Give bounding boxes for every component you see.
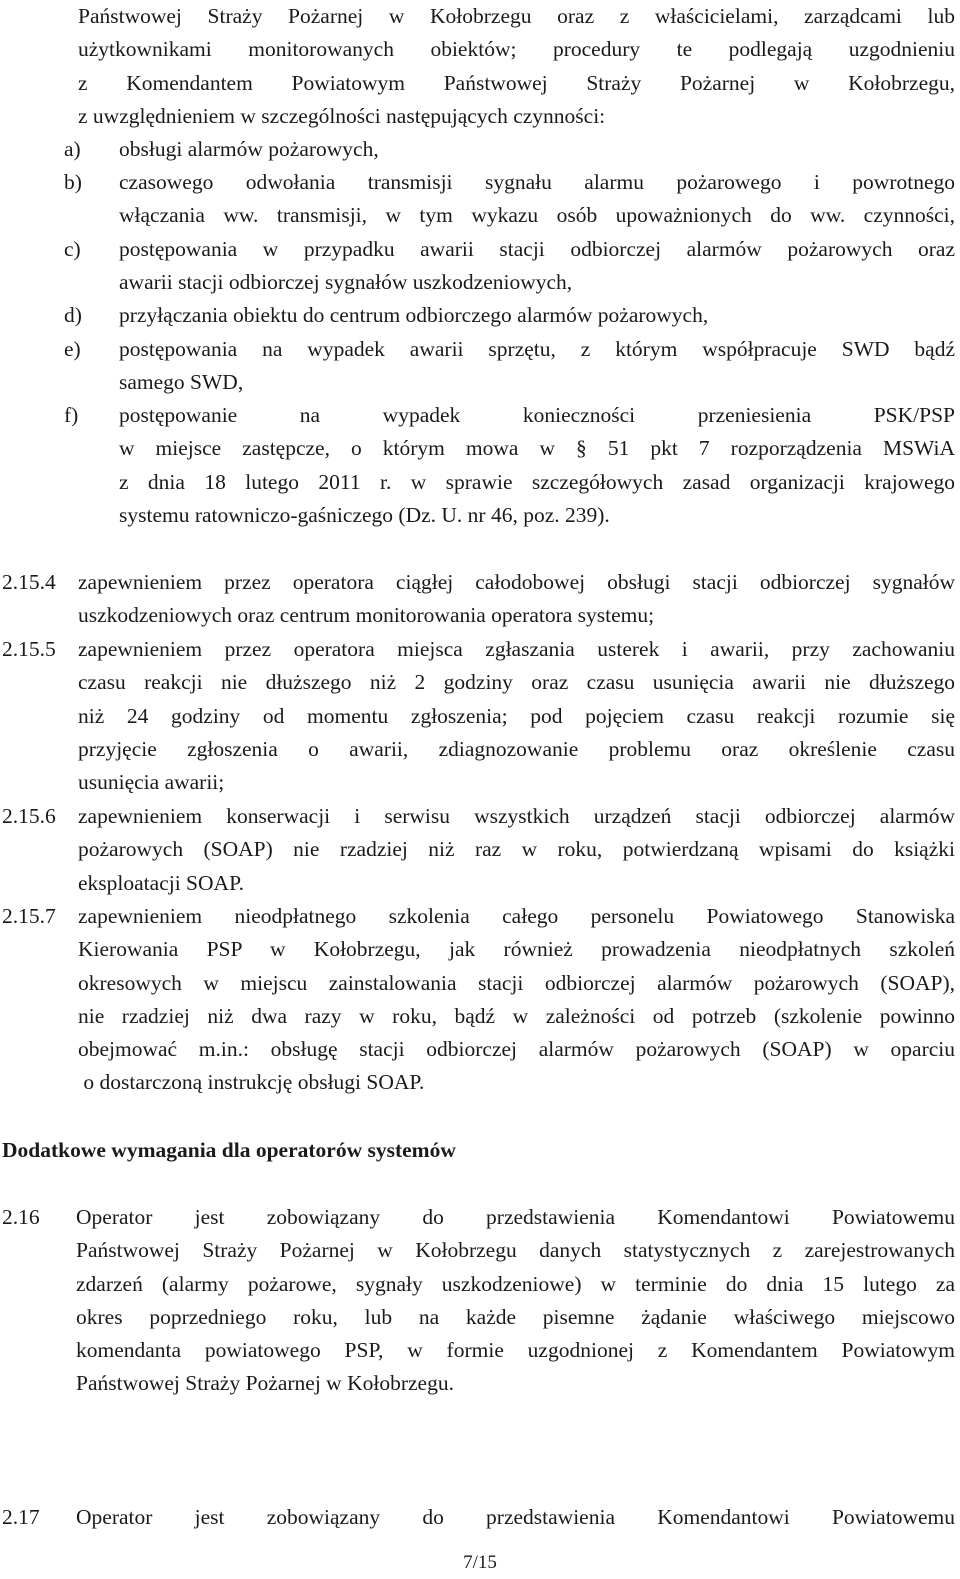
section-line: zdarzeń (alarmy pożarowe, sygnały uszkodzeniowe) w terminie do dnia 15 lutego za <box>76 1271 955 1296</box>
section-number: 2.15.4 <box>2 570 56 594</box>
list-item-e <box>119 333 955 400</box>
list-line: postępowania na wypadek awarii sprzętu, z którym współpracuje SWD bądź <box>119 337 955 361</box>
section-2-16 <box>76 1201 955 1401</box>
section-2-15-4 <box>78 566 955 633</box>
section-number: 2.15.6 <box>2 804 56 828</box>
intro-line: użytkownikami monitorowanych obiektów; procedury te podlegają uzgodnieniu <box>78 37 955 62</box>
section-number: 2.16 <box>2 1205 40 1229</box>
list-item-b <box>119 166 955 233</box>
list-item-d <box>119 299 955 332</box>
list-item-a <box>119 133 955 166</box>
section-line: Operator jest zobowiązany do przedstawienia Komendantowi Powiatowemu <box>76 1505 955 1529</box>
list-line: czasowego odwołania transmisji sygnału alarmu pożarowego i powrotnego <box>119 170 955 194</box>
list-line: przyłączania obiektu do centrum odbiorczego alarmów pożarowych, <box>119 303 709 327</box>
list-label-b: b) <box>64 170 82 194</box>
list-label-d: d) <box>64 303 82 327</box>
section-line: nie rzadziej niż dwa razy w roku, bądź w zależności od potrzeb (szkolenie powinno <box>78 1003 955 1028</box>
list-label-a: a) <box>64 137 81 161</box>
section-2-17 <box>76 1501 955 1534</box>
list-label-c: c) <box>64 237 81 261</box>
list-line: samego SWD, <box>119 370 244 395</box>
section-line: zapewnieniem przez operatora ciągłej całodobowej obsługi stacji odbiorczej sygnałów <box>78 570 955 594</box>
section-line: pożarowych (SOAP) nie rzadziej niż raz w roku, potwierdzaną wpisami do książki <box>78 837 955 862</box>
list-label-f: f) <box>64 403 79 427</box>
section-line: uszkodzeniowych oraz centrum monitorowania operatora systemu; <box>78 603 655 628</box>
section-line: czasu reakcji nie dłuższego niż 2 godziny oraz czasu usunięcia awarii nie dłuższego <box>78 670 955 695</box>
section-line: okres poprzedniego roku, lub na każde pisemne żądanie właściwego miejscowo <box>76 1304 955 1329</box>
section-line: Operator jest zobowiązany do przedstawienia Komendantowi Powiatowemu <box>76 1205 955 1229</box>
list-item-c <box>119 233 955 300</box>
section-line: zapewnieniem przez operatora miejsca zgłaszania usterek i awarii, przy zachowaniu <box>78 637 955 661</box>
section-number: 2.15.7 <box>2 904 56 928</box>
section-line: zapewnieniem konserwacji i serwisu wszystkich urządzeń stacji odbiorczej alarmów <box>78 804 955 828</box>
page-number: 7/15 <box>463 1552 497 1573</box>
section-2-15-5 <box>78 633 955 799</box>
section-line: Kierowania PSP w Kołobrzegu, jak również prowadzenia nieodpłatnych szkoleń <box>78 937 955 962</box>
intro-line: z uwzględnieniem w szczególności następujących czynności: <box>78 103 606 128</box>
list-item-f <box>119 399 955 532</box>
section-line: Państwowej Straży Pożarnej w Kołobrzegu danych statystycznych z zarejestrowanych <box>76 1238 955 1263</box>
section-line: okresowych w miejscu zainstalowania stacji odbiorczej alarmów pożarowych (SOAP), <box>78 970 955 995</box>
section-line: niż 24 godziny od momentu zgłoszenia; pod pojęciem czasu reakcji rozumie się <box>78 703 955 728</box>
list-line: postępowania w przypadku awarii stacji odbiorczej alarmów pożarowych oraz <box>119 237 955 261</box>
intro-line: z Komendantem Powiatowym Państwowej Straży Pożarnej w Kołobrzegu, <box>78 70 955 95</box>
section-line: eksploatacji SOAP. <box>78 870 245 895</box>
list-line: postępowanie na wypadek konieczności przeniesienia PSK/PSP <box>119 403 955 427</box>
section-2-15-7 <box>78 900 955 1100</box>
section-line: zapewnieniem nieodpłatnego szkolenia całego personelu Powiatowego Stanowiska <box>78 904 955 928</box>
list-line: awarii stacji odbiorczej sygnałów uszkodzeniowych, <box>119 270 573 295</box>
list-line: systemu ratowniczo-gaśniczego (Dz. U. nr 46, poz. 239). <box>119 502 610 527</box>
list-line: włączania ww. transmisji, w tym wykazu osób upoważnionych do ww. czynności, <box>119 203 955 228</box>
list-line: obsługi alarmów pożarowych, <box>119 137 379 161</box>
section-line: komendanta powiatowego PSP, w formie uzgodnionej z Komendantem Powiatowym <box>76 1338 955 1363</box>
section-line: usunięcia awarii; <box>78 770 225 795</box>
section-heading: Dodatkowe wymagania dla operatorów systemów <box>2 1138 456 1162</box>
section-line: Państwowej Straży Pożarnej w Kołobrzegu. <box>76 1371 454 1396</box>
section-line: przyjęcie zgłoszenia o awarii, zdiagnozowanie problemu oraz określenie czasu <box>78 736 955 761</box>
section-line: obejmować m.in.: obsługę stacji odbiorczej alarmów pożarowych (SOAP) w oparciu <box>78 1037 955 1062</box>
list-line: z dnia 18 lutego 2011 r. w sprawie szczegółowych zasad organizacji krajowego <box>119 469 955 494</box>
list-line: w miejsce zastępcze, o którym mowa w § 51 pkt 7 rozporządzenia MSWiA <box>119 436 955 461</box>
intro-line: Państwowej Straży Pożarnej w Kołobrzegu oraz z właścicielami, zarządcami lub <box>78 4 955 28</box>
list-label-e: e) <box>64 337 81 361</box>
section-number: 2.17 <box>2 1505 40 1529</box>
section-2-15-6 <box>78 800 955 900</box>
section-line: o dostarczoną instrukcję obsługi SOAP. <box>78 1070 425 1095</box>
section-number: 2.15.5 <box>2 637 56 661</box>
intro-paragraph <box>78 0 955 133</box>
